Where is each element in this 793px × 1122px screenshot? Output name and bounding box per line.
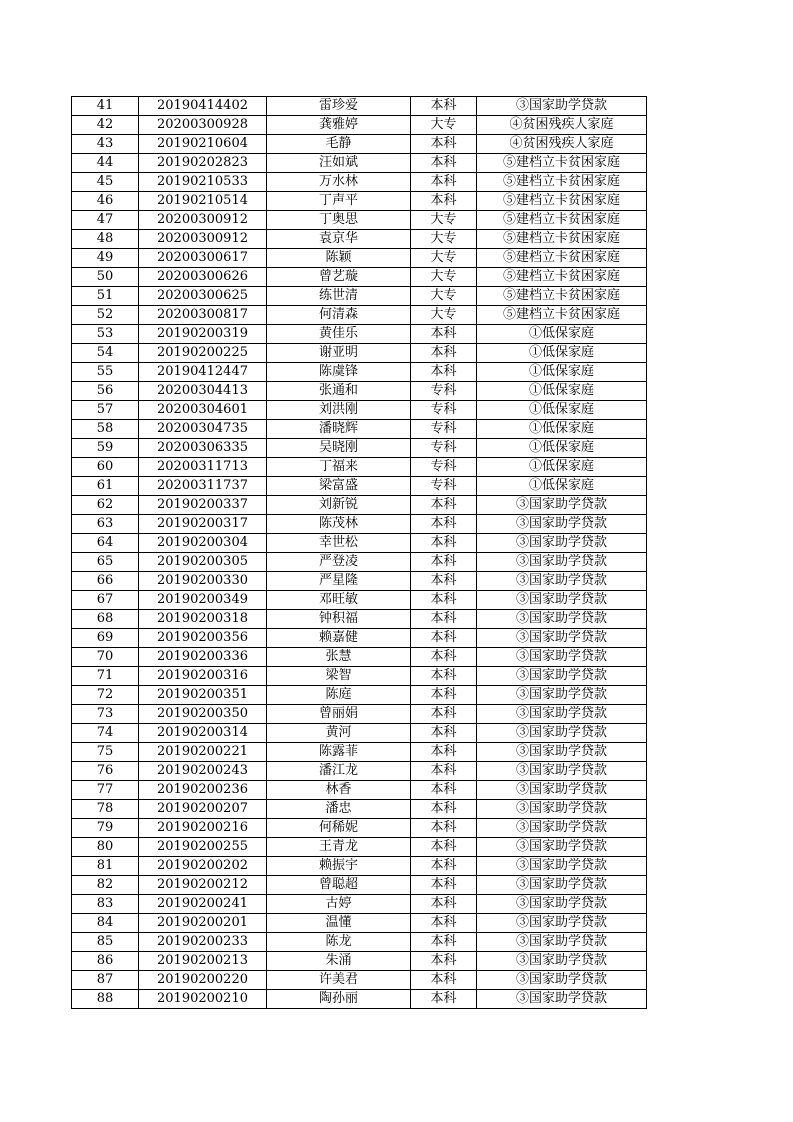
education-level-cell: 本科 (411, 192, 477, 211)
student-id-cell: 20190200337 (139, 496, 267, 515)
student-aid-table (71, 96, 647, 1009)
education-level-cell: 本科 (411, 515, 477, 534)
row-number-cell: 67 (72, 591, 139, 610)
student-name-cell: 曾聪超 (267, 876, 411, 895)
row-number-cell: 43 (72, 135, 139, 154)
table-row (72, 458, 647, 477)
row-number-cell: 71 (72, 667, 139, 686)
row-number-cell: 81 (72, 857, 139, 876)
table-row (72, 306, 647, 325)
table-row (72, 268, 647, 287)
table-row (72, 990, 647, 1009)
student-name-cell: 陶孙丽 (267, 990, 411, 1009)
student-name-cell: 雷珍爱 (267, 97, 411, 116)
education-level-cell: 本科 (411, 629, 477, 648)
education-level-cell: 本科 (411, 572, 477, 591)
education-level-cell: 本科 (411, 648, 477, 667)
education-level-cell: 专科 (411, 477, 477, 496)
table-row (72, 705, 647, 724)
aid-category-cell: ③国家助学贷款 (477, 686, 647, 705)
student-name-cell: 林香 (267, 781, 411, 800)
education-level-cell: 本科 (411, 762, 477, 781)
student-id-cell: 20200306335 (139, 439, 267, 458)
student-id-cell: 20190200336 (139, 648, 267, 667)
row-number-cell: 82 (72, 876, 139, 895)
student-name-cell: 龚雅婷 (267, 116, 411, 135)
table-row (72, 192, 647, 211)
row-number-cell: 84 (72, 914, 139, 933)
aid-category-cell: ⑤建档立卡贫困家庭 (477, 192, 647, 211)
row-number-cell: 41 (72, 97, 139, 116)
education-level-cell: 本科 (411, 135, 477, 154)
row-number-cell: 53 (72, 325, 139, 344)
aid-category-cell: ①低保家庭 (477, 420, 647, 439)
student-id-cell: 20200304601 (139, 401, 267, 420)
student-id-cell: 20190200356 (139, 629, 267, 648)
row-number-cell: 75 (72, 743, 139, 762)
table-row (72, 667, 647, 686)
student-id-cell: 20200300912 (139, 230, 267, 249)
student-name-cell: 练世清 (267, 287, 411, 306)
row-number-cell: 85 (72, 933, 139, 952)
table-row (72, 648, 647, 667)
student-id-cell: 20190414402 (139, 97, 267, 116)
student-id-cell: 20200300617 (139, 249, 267, 268)
aid-category-cell: ③国家助学贷款 (477, 800, 647, 819)
education-level-cell: 本科 (411, 800, 477, 819)
education-level-cell: 本科 (411, 895, 477, 914)
table-row (72, 116, 647, 135)
education-level-cell: 本科 (411, 534, 477, 553)
row-number-cell: 88 (72, 990, 139, 1009)
education-level-cell: 本科 (411, 154, 477, 173)
student-name-cell: 幸世松 (267, 534, 411, 553)
table-row (72, 971, 647, 990)
student-id-cell: 20190200330 (139, 572, 267, 591)
aid-category-cell: ⑤建档立卡贫困家庭 (477, 230, 647, 249)
aid-category-cell: ⑤建档立卡贫困家庭 (477, 173, 647, 192)
table-row (72, 515, 647, 534)
row-number-cell: 83 (72, 895, 139, 914)
education-level-cell: 本科 (411, 363, 477, 382)
row-number-cell: 56 (72, 382, 139, 401)
student-id-cell: 20190200314 (139, 724, 267, 743)
row-number-cell: 66 (72, 572, 139, 591)
aid-category-cell: ①低保家庭 (477, 382, 647, 401)
student-name-cell: 陈虞锋 (267, 363, 411, 382)
student-name-cell: 刘新锐 (267, 496, 411, 515)
aid-category-cell: ③国家助学贷款 (477, 724, 647, 743)
education-level-cell: 本科 (411, 591, 477, 610)
student-name-cell: 袁京华 (267, 230, 411, 249)
table-row (72, 952, 647, 971)
row-number-cell: 59 (72, 439, 139, 458)
table-row (72, 914, 647, 933)
row-number-cell: 78 (72, 800, 139, 819)
aid-category-cell: ①低保家庭 (477, 363, 647, 382)
student-id-cell: 20190200304 (139, 534, 267, 553)
aid-category-cell: ③国家助学贷款 (477, 629, 647, 648)
student-id-cell: 20190202823 (139, 154, 267, 173)
aid-category-cell: ⑤建档立卡贫困家庭 (477, 154, 647, 173)
student-name-cell: 陈龙 (267, 933, 411, 952)
row-number-cell: 87 (72, 971, 139, 990)
row-number-cell: 68 (72, 610, 139, 629)
student-id-cell: 20190200201 (139, 914, 267, 933)
student-name-cell: 严星隆 (267, 572, 411, 591)
student-name-cell: 丁福来 (267, 458, 411, 477)
aid-category-cell: ①低保家庭 (477, 439, 647, 458)
student-name-cell: 张慧 (267, 648, 411, 667)
table-row (72, 420, 647, 439)
education-level-cell: 本科 (411, 97, 477, 116)
aid-category-cell: ⑤建档立卡贫困家庭 (477, 306, 647, 325)
student-name-cell: 万水林 (267, 173, 411, 192)
student-name-cell: 何清森 (267, 306, 411, 325)
education-level-cell: 本科 (411, 952, 477, 971)
student-id-cell: 20190200233 (139, 933, 267, 952)
student-name-cell: 许美君 (267, 971, 411, 990)
student-id-cell: 20190200213 (139, 952, 267, 971)
row-number-cell: 77 (72, 781, 139, 800)
aid-category-cell: ①低保家庭 (477, 344, 647, 363)
aid-category-cell: ③国家助学贷款 (477, 591, 647, 610)
student-name-cell: 王青龙 (267, 838, 411, 857)
table-row (72, 838, 647, 857)
student-id-cell: 20190200202 (139, 857, 267, 876)
row-number-cell: 48 (72, 230, 139, 249)
table-row (72, 895, 647, 914)
table-row (72, 363, 647, 382)
aid-category-cell: ③国家助学贷款 (477, 572, 647, 591)
table-row (72, 135, 647, 154)
table-row (72, 800, 647, 819)
aid-category-cell: ⑤建档立卡贫困家庭 (477, 268, 647, 287)
aid-category-cell: ③国家助学贷款 (477, 819, 647, 838)
row-number-cell: 76 (72, 762, 139, 781)
table-row (72, 857, 647, 876)
student-name-cell: 邓旺敏 (267, 591, 411, 610)
student-name-cell: 何稀妮 (267, 819, 411, 838)
aid-category-cell: ①低保家庭 (477, 325, 647, 344)
student-name-cell: 潘忠 (267, 800, 411, 819)
education-level-cell: 专科 (411, 458, 477, 477)
student-id-cell: 20190200207 (139, 800, 267, 819)
table-row (72, 591, 647, 610)
aid-category-cell: ③国家助学贷款 (477, 914, 647, 933)
student-name-cell: 温懂 (267, 914, 411, 933)
student-id-cell: 20190200212 (139, 876, 267, 895)
student-id-cell: 20200311737 (139, 477, 267, 496)
row-number-cell: 73 (72, 705, 139, 724)
student-name-cell: 陈颖 (267, 249, 411, 268)
aid-category-cell: ③国家助学贷款 (477, 534, 647, 553)
student-name-cell: 谢亚明 (267, 344, 411, 363)
student-id-cell: 20190200255 (139, 838, 267, 857)
aid-category-cell: ③国家助学贷款 (477, 705, 647, 724)
student-name-cell: 古婷 (267, 895, 411, 914)
student-name-cell: 潘江龙 (267, 762, 411, 781)
student-id-cell: 20190200216 (139, 819, 267, 838)
education-level-cell: 本科 (411, 344, 477, 363)
aid-category-cell: ③国家助学贷款 (477, 97, 647, 116)
education-level-cell: 本科 (411, 686, 477, 705)
education-level-cell: 本科 (411, 990, 477, 1009)
table-row (72, 230, 647, 249)
student-name-cell: 汪如斌 (267, 154, 411, 173)
student-name-cell: 丁奥思 (267, 211, 411, 230)
row-number-cell: 72 (72, 686, 139, 705)
row-number-cell: 79 (72, 819, 139, 838)
table-row (72, 572, 647, 591)
student-name-cell: 曾艺璇 (267, 268, 411, 287)
education-level-cell: 大专 (411, 249, 477, 268)
education-level-cell: 大专 (411, 230, 477, 249)
student-name-cell: 毛静 (267, 135, 411, 154)
table-row (72, 610, 647, 629)
student-name-cell: 吴晓刚 (267, 439, 411, 458)
aid-category-cell: ⑤建档立卡贫困家庭 (477, 287, 647, 306)
student-id-cell: 20190200350 (139, 705, 267, 724)
aid-category-cell: ③国家助学贷款 (477, 838, 647, 857)
row-number-cell: 46 (72, 192, 139, 211)
aid-category-cell: ⑤建档立卡贫困家庭 (477, 249, 647, 268)
table-row (72, 401, 647, 420)
education-level-cell: 本科 (411, 173, 477, 192)
row-number-cell: 63 (72, 515, 139, 534)
aid-category-cell: ③国家助学贷款 (477, 667, 647, 686)
row-number-cell: 58 (72, 420, 139, 439)
student-id-cell: 20190200316 (139, 667, 267, 686)
table-row (72, 477, 647, 496)
table-row (72, 534, 647, 553)
student-name-cell: 陈茂林 (267, 515, 411, 534)
row-number-cell: 61 (72, 477, 139, 496)
student-name-cell: 张通和 (267, 382, 411, 401)
education-level-cell: 专科 (411, 439, 477, 458)
aid-category-cell: ①低保家庭 (477, 401, 647, 420)
student-id-cell: 20190200220 (139, 971, 267, 990)
row-number-cell: 74 (72, 724, 139, 743)
table-row (72, 154, 647, 173)
student-name-cell: 严登凌 (267, 553, 411, 572)
aid-category-cell: ①低保家庭 (477, 477, 647, 496)
student-id-cell: 20190210533 (139, 173, 267, 192)
table-row (72, 553, 647, 572)
student-name-cell: 曾丽娟 (267, 705, 411, 724)
student-name-cell: 刘洪刚 (267, 401, 411, 420)
student-id-cell: 20200300625 (139, 287, 267, 306)
table-row (72, 173, 647, 192)
student-id-cell: 20190200318 (139, 610, 267, 629)
education-level-cell: 本科 (411, 838, 477, 857)
student-name-cell: 朱涌 (267, 952, 411, 971)
student-name-cell: 梁富盛 (267, 477, 411, 496)
aid-category-cell: ③国家助学贷款 (477, 933, 647, 952)
row-number-cell: 50 (72, 268, 139, 287)
student-name-cell: 钟积福 (267, 610, 411, 629)
education-level-cell: 本科 (411, 667, 477, 686)
education-level-cell: 本科 (411, 705, 477, 724)
table-row (72, 344, 647, 363)
row-number-cell: 64 (72, 534, 139, 553)
aid-category-cell: ③国家助学贷款 (477, 553, 647, 572)
table-row (72, 382, 647, 401)
student-id-cell: 20190210514 (139, 192, 267, 211)
education-level-cell: 本科 (411, 857, 477, 876)
table-row (72, 819, 647, 838)
row-number-cell: 69 (72, 629, 139, 648)
row-number-cell: 45 (72, 173, 139, 192)
aid-category-cell: ③国家助学贷款 (477, 952, 647, 971)
education-level-cell: 本科 (411, 781, 477, 800)
row-number-cell: 42 (72, 116, 139, 135)
table-row (72, 249, 647, 268)
student-name-cell: 潘晓辉 (267, 420, 411, 439)
row-number-cell: 57 (72, 401, 139, 420)
table-row (72, 211, 647, 230)
student-id-cell: 20200300817 (139, 306, 267, 325)
education-level-cell: 大专 (411, 268, 477, 287)
education-level-cell: 大专 (411, 287, 477, 306)
row-number-cell: 60 (72, 458, 139, 477)
row-number-cell: 80 (72, 838, 139, 857)
row-number-cell: 65 (72, 553, 139, 572)
education-level-cell: 本科 (411, 743, 477, 762)
row-number-cell: 54 (72, 344, 139, 363)
student-name-cell: 黄河 (267, 724, 411, 743)
row-number-cell: 86 (72, 952, 139, 971)
education-level-cell: 本科 (411, 610, 477, 629)
row-number-cell: 51 (72, 287, 139, 306)
table-row (72, 876, 647, 895)
student-id-cell: 20200304413 (139, 382, 267, 401)
student-id-cell: 20190210604 (139, 135, 267, 154)
education-level-cell: 本科 (411, 496, 477, 515)
row-number-cell: 62 (72, 496, 139, 515)
aid-category-cell: ③国家助学贷款 (477, 762, 647, 781)
aid-category-cell: ③国家助学贷款 (477, 610, 647, 629)
student-id-cell: 20190200351 (139, 686, 267, 705)
student-id-cell: 20190200210 (139, 990, 267, 1009)
student-name-cell: 梁智 (267, 667, 411, 686)
aid-category-cell: ③国家助学贷款 (477, 971, 647, 990)
table-row (72, 439, 647, 458)
student-id-cell: 20190200305 (139, 553, 267, 572)
education-level-cell: 大专 (411, 116, 477, 135)
aid-category-cell: ③国家助学贷款 (477, 990, 647, 1009)
student-name-cell: 赖振宇 (267, 857, 411, 876)
student-name-cell: 陈庭 (267, 686, 411, 705)
student-id-cell: 20190200317 (139, 515, 267, 534)
aid-category-cell: ③国家助学贷款 (477, 876, 647, 895)
student-id-cell: 20190200319 (139, 325, 267, 344)
student-id-cell: 20200300912 (139, 211, 267, 230)
education-level-cell: 本科 (411, 819, 477, 838)
education-level-cell: 本科 (411, 553, 477, 572)
student-id-cell: 20200300928 (139, 116, 267, 135)
row-number-cell: 44 (72, 154, 139, 173)
aid-category-cell: ④贫困残疾人家庭 (477, 116, 647, 135)
student-name-cell: 丁声平 (267, 192, 411, 211)
student-id-cell: 20190200243 (139, 762, 267, 781)
aid-category-cell: ①低保家庭 (477, 458, 647, 477)
education-level-cell: 本科 (411, 914, 477, 933)
education-level-cell: 专科 (411, 382, 477, 401)
student-id-cell: 20190200225 (139, 344, 267, 363)
student-id-cell: 20190412447 (139, 363, 267, 382)
education-level-cell: 本科 (411, 325, 477, 344)
aid-category-cell: ③国家助学贷款 (477, 648, 647, 667)
education-level-cell: 本科 (411, 724, 477, 743)
table-row (72, 781, 647, 800)
education-level-cell: 大专 (411, 306, 477, 325)
table-row (72, 629, 647, 648)
education-level-cell: 本科 (411, 971, 477, 990)
student-name-cell: 陈露菲 (267, 743, 411, 762)
education-level-cell: 本科 (411, 876, 477, 895)
student-name-cell: 赖嘉健 (267, 629, 411, 648)
table-row (72, 743, 647, 762)
education-level-cell: 本科 (411, 933, 477, 952)
row-number-cell: 52 (72, 306, 139, 325)
table-row (72, 287, 647, 306)
aid-category-cell: ③国家助学贷款 (477, 743, 647, 762)
table-row (72, 686, 647, 705)
education-level-cell: 专科 (411, 401, 477, 420)
student-id-cell: 20190200236 (139, 781, 267, 800)
table-row (72, 724, 647, 743)
aid-category-cell: ③国家助学贷款 (477, 515, 647, 534)
aid-category-cell: ③国家助学贷款 (477, 895, 647, 914)
student-id-cell: 20200300626 (139, 268, 267, 287)
row-number-cell: 70 (72, 648, 139, 667)
student-id-cell: 20200304735 (139, 420, 267, 439)
table-row (72, 933, 647, 952)
education-level-cell: 大专 (411, 211, 477, 230)
table-body (72, 97, 647, 1009)
student-id-cell: 20190200349 (139, 591, 267, 610)
aid-category-cell: ③国家助学贷款 (477, 857, 647, 876)
aid-category-cell: ③国家助学贷款 (477, 496, 647, 515)
table-row (72, 496, 647, 515)
aid-category-cell: ④贫困残疾人家庭 (477, 135, 647, 154)
aid-category-cell: ⑤建档立卡贫困家庭 (477, 211, 647, 230)
student-name-cell: 黄佳乐 (267, 325, 411, 344)
table-row (72, 97, 647, 116)
table-row (72, 762, 647, 781)
student-id-cell: 20190200221 (139, 743, 267, 762)
row-number-cell: 47 (72, 211, 139, 230)
education-level-cell: 专科 (411, 420, 477, 439)
student-id-cell: 20190200241 (139, 895, 267, 914)
student-id-cell: 20200311713 (139, 458, 267, 477)
table-row (72, 325, 647, 344)
aid-category-cell: ③国家助学贷款 (477, 781, 647, 800)
row-number-cell: 49 (72, 249, 139, 268)
row-number-cell: 55 (72, 363, 139, 382)
